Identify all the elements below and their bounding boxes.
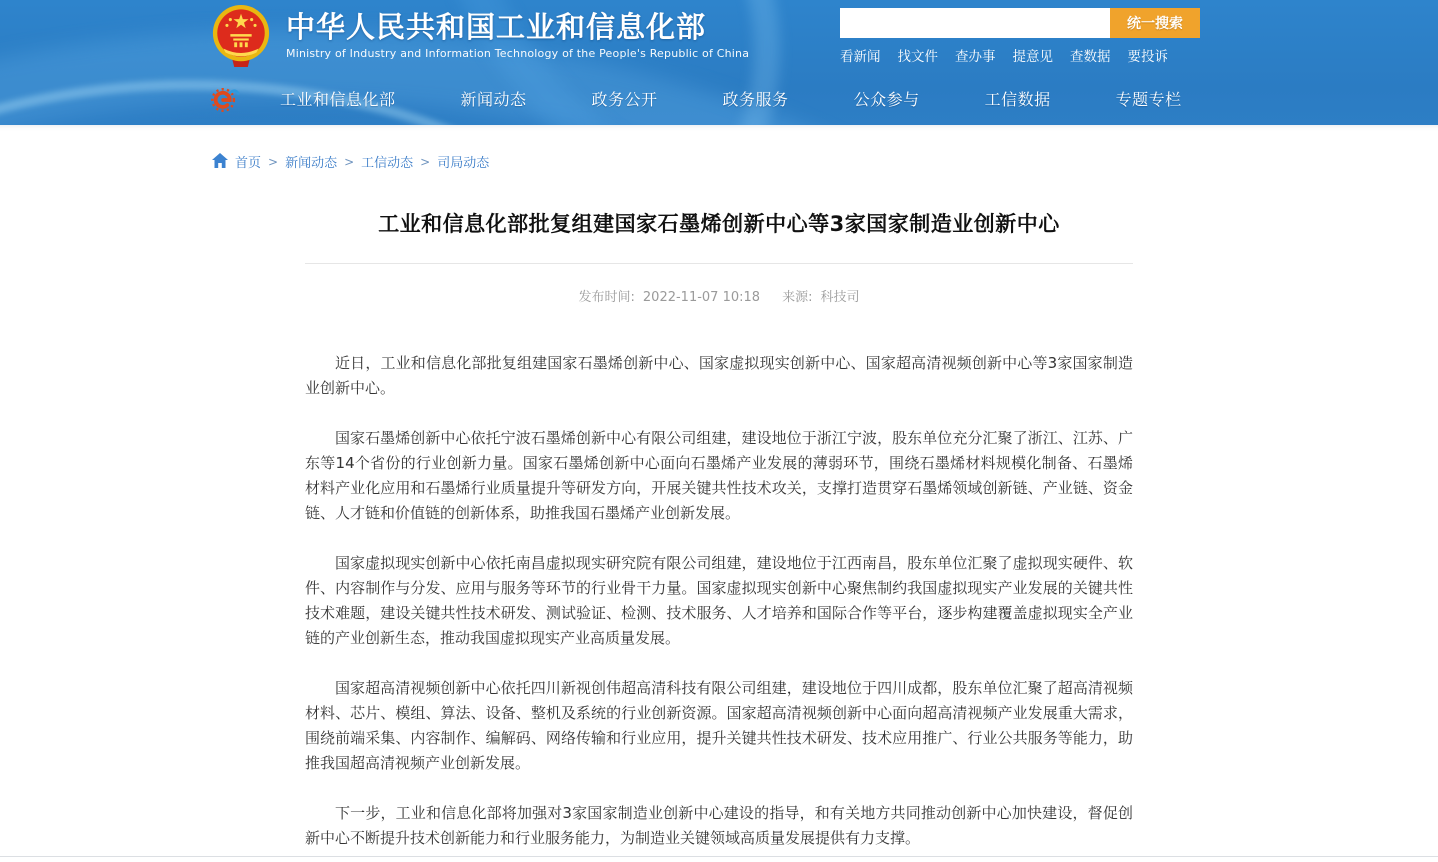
article-paragraph: 下一步，工业和信息化部将加强对3家国家制造业创新中心建设的指导，和有关地方共同推动创新中心加快建设，督促创新中心不断提升技术创新能力和行业服务能力，为制造业关键领域高质量发展提供有力支撑。 [305,804,1133,847]
nav-item-miit[interactable]: 工业和信息化部 [280,90,396,109]
article-paragraph: 国家超高清视频创新中心依托四川新视创伟超高清科技有限公司组建，建设地位于四川成都，股东单位汇聚了超高清视频材料、芯片、模组、算法、设备、整机及系统的行业创新资源。国家超高清视频创新中心面向超高清视频产业发展重大需求，围绕前端采集、内容制作、编解码、网络传输和行业应用，提升关键共性技术研发、技术应用推广、行业公共服务等能力，助推我国超高清视频产业创新发展。 [305,679,1133,772]
article-paragraph: 国家石墨烯创新中心依托宁波石墨烯创新中心有限公司组建，建设地位于浙江宁波，股东单位充分汇聚了浙江、江苏、广东等14个省份的行业创新力量。国家石墨烯创新中心面向石墨烯产业发展的薄弱环节，围绕石墨烯材料规模化制备、石墨烯材料产业化应用和石墨烯行业质量提升等研发方向，开展关键共性技术攻关，支撑打造贯穿石墨烯领域创新链、产业链、资金链、人才链和价值链的创新体系，助推我国石墨烯产业创新发展。 [305,429,1133,522]
site-title: 中华人民共和国工业和信息化部 [286,9,707,44]
breadcrumb-dept-news[interactable]: 司局动态 [437,156,490,171]
quick-links [840,45,1200,65]
breadcrumb-separator: > [344,154,355,169]
nav-items [280,87,1182,110]
national-emblem-icon [210,5,272,69]
nav-item-participation[interactable]: 公众参与 [853,90,920,109]
bottom-divider [0,856,1438,857]
nav-item-gov-service[interactable]: 政务服务 [722,90,789,109]
page-content [0,125,1438,862]
breadcrumb-home[interactable]: 首页 [235,156,262,171]
nav-item-news[interactable]: 新闻动态 [460,90,527,109]
breadcrumb-news[interactable]: 新闻动态 [285,156,338,171]
search-area [840,8,1438,65]
site-brand[interactable] [210,3,749,69]
breadcrumb-separator: > [268,154,279,169]
article-meta [305,286,1133,305]
article-title: 工业和信息化部批复组建国家石墨烯创新中心等3家国家制造业创新中心 [378,212,1060,236]
home-icon[interactable] [212,153,228,168]
main-nav [0,72,1438,125]
search-input[interactable] [840,8,1110,38]
quick-link-files[interactable]: 找文件 [897,48,938,65]
banner-row [0,0,1438,72]
news-article [305,208,1133,851]
site-header [0,0,1438,125]
miit-e-logo-icon [210,84,240,114]
brand-text [286,9,750,61]
quick-link-news[interactable]: 看新闻 [840,48,881,65]
site-subtitle: Ministry of Industry and Information Technology of the People's Republic of China [286,47,750,61]
breadcrumb-separator: > [420,154,431,169]
quick-link-feedback[interactable]: 提意见 [1012,48,1053,65]
quick-link-services[interactable]: 查办事 [955,48,996,65]
title-divider [305,263,1133,264]
unified-search-button[interactable]: 统一搜索 [1110,8,1200,38]
quick-link-complaint[interactable]: 要投诉 [1127,48,1168,65]
article-paragraph: 近日，工业和信息化部批复组建国家石墨烯创新中心、国家虚拟现实创新中心、国家超高清视频创新中心等3家国家制造业创新中心。 [305,354,1133,397]
nav-item-topics[interactable]: 专题专栏 [1115,90,1182,109]
publish-time-label: 发布时间: [578,290,635,305]
publish-time: 2022-11-07 10:18 [642,290,761,305]
source-value: 科技司 [820,290,860,305]
nav-item-gov-open[interactable]: 政务公开 [591,90,658,109]
nav-item-data[interactable]: 工信数据 [984,90,1051,109]
article-paragraph: 国家虚拟现实创新中心依托南昌虚拟现实研究院有限公司组建，建设地位于江西南昌，股东单位汇聚了虚拟现实硬件、软件、内容制作与分发、应用与服务等环节的行业骨干力量。国家虚拟现实创新中心聚焦制约我国虚拟现实产业发展的关键共性技术难题，建设关键共性技术研发、测试验证、检测、技术服务、人才培养和国际合作等平台，逐步构建覆盖虚拟现实全产业链的产业创新生态，推动我国虚拟现实产业高质量发展。 [305,554,1133,647]
breadcrumb-miit-news[interactable]: 工信动态 [361,156,414,171]
source-label: 来源: [782,290,813,305]
quick-link-data[interactable]: 查数据 [1070,48,1111,65]
breadcrumb [0,125,1438,171]
search-row [840,8,1200,38]
